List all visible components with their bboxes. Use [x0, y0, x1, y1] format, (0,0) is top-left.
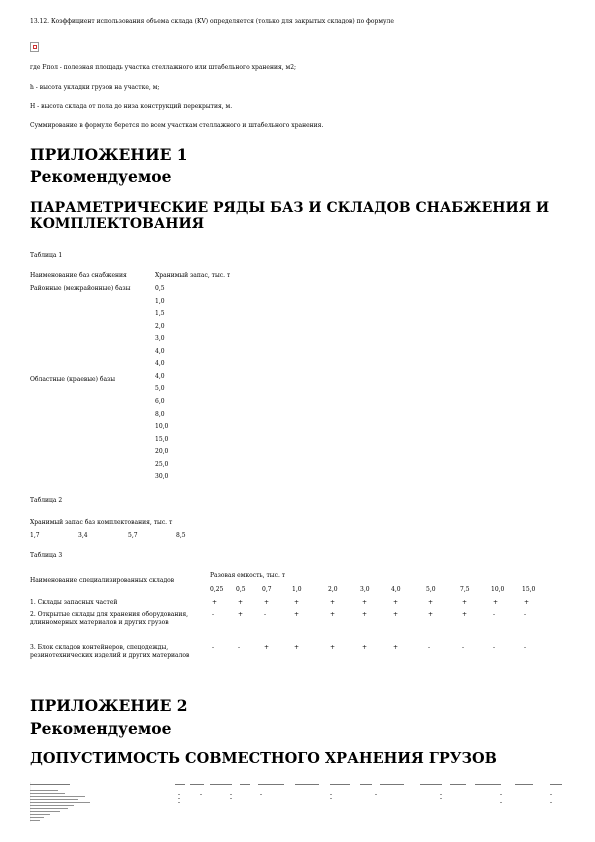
table2-cell: 1,7 [30, 532, 40, 539]
table1-value-cell: 4,0 [155, 347, 165, 355]
table1-value-cell: 4,0 [155, 372, 165, 380]
table3-mark-cell: - [493, 644, 496, 651]
table3-mark-cell: - [524, 644, 527, 651]
table3-capacity-header: 5,0 [426, 586, 436, 593]
table3-row-name: 2. Открытые склады для хранения оборудования, длинномерных материалов и других грузов [30, 611, 189, 626]
table3-mark-cell: + [362, 599, 368, 606]
table1-group-district: Районные (межрайонные) базы [30, 285, 131, 292]
table1-value-cell: 25,0 [155, 460, 169, 468]
table3-mark-cell: + [330, 644, 336, 651]
table3-col2-header: Разовая емкость, тыс. т [210, 572, 286, 579]
table2-cell: 8,5 [176, 532, 186, 539]
appendix2-subtitle: Рекомендуемое [30, 719, 172, 738]
table3-mark-cell: + [264, 644, 270, 651]
table3-row-name: 1. Склады запасных частей [30, 599, 118, 606]
table1-value-cell: 20,0 [155, 448, 169, 456]
table3-mark-cell: + [393, 599, 399, 606]
table3-capacity-header: 0,7 [262, 586, 272, 593]
appendix2-heading: ДОПУСТИМОСТЬ СОВМЕСТНОГО ХРАНЕНИЯ ГРУЗОВ [30, 750, 497, 767]
paragraph-sum: Суммирование в формуле берется по всем участкам стеллажного и штабельного хранения. [30, 122, 324, 129]
table3-mark-cell: - [462, 644, 465, 651]
table3-mark-cell: + [462, 611, 468, 618]
table3-mark-cell: + [294, 644, 300, 651]
table3-capacity-header: 4,0 [391, 586, 401, 593]
appendix1-heading: ПАРАМЕТРИЧЕСКИЕ РЯДЫ БАЗ И СКЛАДОВ СНАБЖЕНИЯ И КОМПЛЕКТОВАНИЯ [30, 200, 550, 232]
table3-mark-cell: + [238, 599, 244, 606]
paragraph-h: h - высота укладки грузов на участке, м; [30, 84, 160, 91]
table2-cell: 3,4 [78, 532, 88, 539]
table1-value-cell: 0,5 [155, 285, 165, 292]
table2-cell: 5,7 [128, 532, 138, 539]
table1-group-regional: Областные (краевые) базы [30, 376, 116, 383]
paragraph-13-12: 13.12. Коэффициент использования объема склада (KV) определяется (только для закрытых складов) по формуле [30, 18, 394, 25]
table3-capacity-header: 10,0 [491, 586, 505, 593]
table3-capacity-header: 2,0 [328, 586, 338, 593]
paragraph-fpol: где Fпол - полезная площадь участка стеллажного или штабельного хранения, м2; [30, 64, 297, 71]
table1-value-cell: 6,0 [155, 397, 165, 405]
appendix1-subtitle: Рекомендуемое [30, 167, 172, 186]
table3-capacity-header: 1,0 [292, 586, 302, 593]
table3-mark-cell: + [362, 611, 368, 618]
table3-mark-cell: - [493, 611, 496, 618]
table3-mark-cell: - [264, 611, 267, 618]
table2-header: Хранимый запас баз комплектования, тыс. т [30, 519, 173, 526]
table3-mark-cell: - [212, 611, 215, 618]
table1-value-cell: 30,0 [155, 473, 169, 481]
table3-capacity-header: 0,25 [210, 586, 224, 593]
table3-capacity-header: 0,5 [236, 586, 246, 593]
table3-mark-cell: + [393, 644, 399, 651]
paragraph-H: H - высота склада от пола до низа конструкций перекрытия, м. [30, 103, 233, 110]
table1-value-cell: 1,5 [155, 310, 165, 318]
broken-image-icon [30, 42, 39, 52]
table1-value-cell: 10,0 [155, 423, 169, 431]
table3-capacity-header: 3,0 [360, 586, 370, 593]
table3-mark-cell: - [524, 611, 527, 618]
table3-mark-cell: + [428, 611, 434, 618]
table3-mark-cell: + [428, 599, 434, 606]
table3-mark-cell: + [462, 599, 468, 606]
table1-col2-header: Хранимый запас, тыс. т [155, 272, 231, 279]
table1-value-cell: 4,0 [155, 360, 165, 368]
table3-mark-cell: - [212, 644, 215, 651]
table3-mark-cell: + [362, 644, 368, 651]
table3-mark-cell: + [330, 611, 336, 618]
table3-mark-cell: + [238, 611, 244, 618]
table3-caption: Таблица 3 [30, 552, 63, 559]
table1-value-cell: 3,0 [155, 335, 165, 343]
table3-mark-cell: - [428, 644, 431, 651]
table1-value-cell: 15,0 [155, 435, 169, 443]
appendix2-title: ПРИЛОЖЕНИЕ 2 [30, 696, 188, 715]
table1-value-cell: 1,0 [155, 297, 165, 305]
table3-col1-header: Наименование специализированных складов [30, 577, 175, 584]
table3-capacity-header: 7,5 [460, 586, 470, 593]
table3-mark-cell: + [493, 599, 499, 606]
table1-value-cell: 8,0 [155, 410, 165, 418]
table3-mark-cell: - [238, 644, 241, 651]
table1-col1-header: Наименование баз снабжения [30, 272, 127, 279]
compatibility-matrix-thumbnail [30, 782, 570, 830]
appendix1-title: ПРИЛОЖЕНИЕ 1 [30, 145, 188, 164]
table3-row-name: 3. Блок складов контейнеров, спецодежды, резинотехнических изделий и других материалов [30, 644, 190, 659]
table3-mark-cell: + [330, 599, 336, 606]
table3-mark-cell: + [264, 599, 270, 606]
table3-capacity-header: 15,0 [522, 586, 536, 593]
table3-mark-cell: + [524, 599, 530, 606]
table3-mark-cell: + [294, 599, 300, 606]
table1-caption: Таблица 1 [30, 252, 63, 259]
table2-caption: Таблица 2 [30, 497, 63, 504]
table1-value-cell: 5,0 [155, 385, 165, 393]
table3-mark-cell: + [212, 599, 218, 606]
table1-value-cell: 2,0 [155, 322, 165, 330]
table3-mark-cell: + [294, 611, 300, 618]
table3-mark-cell: + [393, 611, 399, 618]
